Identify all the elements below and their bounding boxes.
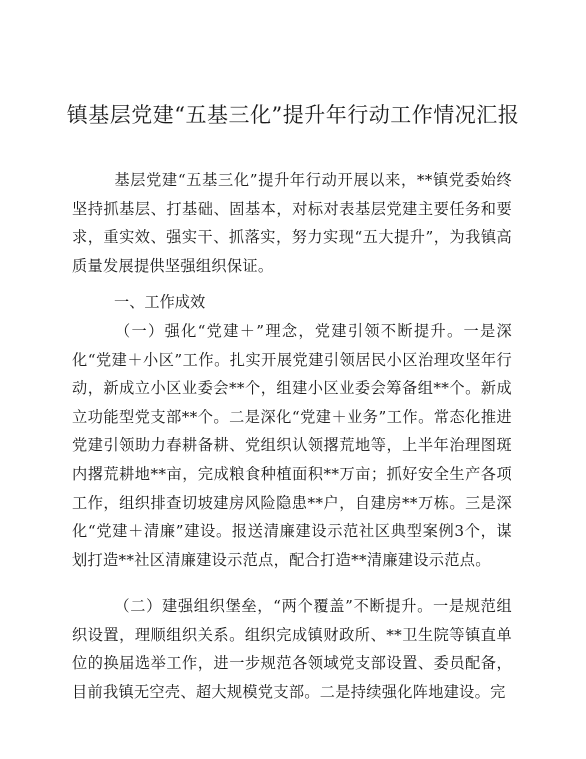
document-title: 镇基层党建“五基三化”提升年行动工作情况汇报 (66, 103, 520, 127)
body-paragraph-2 (72, 592, 512, 706)
intro-text: 基层党建“五基三化”提升年行动开展以来，**镇党委始终坚持抓基层、打基础、固基本，对标对表基层党建主要任务和要求，重实效、强实干、抓落实，努力实现“五大提升”，为我镇高质量发展提供坚强组织保证。 (72, 171, 512, 275)
body-text-2: （二）建强组织堡垒，“两个覆盖”不断提升。一是规范组织设置，理顺组织关系。组织完成镇财政所、**卫生院等镇直单位的换届选举工作，进一步规范各领域党支部设置、委员配备，目前我镇无空壳、超大规模党支部。二是持续强化阵地建设。完 (72, 597, 512, 701)
intro-paragraph (72, 166, 512, 280)
body-paragraph-1 (72, 317, 512, 574)
body-text-1: （一）强化“党建＋”理念，党建引领不断提升。一是深化“党建＋小区”工作。扎实开展党建引领居民小区治理攻坚年行动，新成立小区业委会**个，组建小区业委会筹备组**个。新成立功能型党支部**个。二是深化“党建＋业务”工作。常态化推进党建引领助力春耕备耕、党组织认领撂荒地等，上半年治理图斑内撂荒耕地**亩，完成粮食种植面积**万亩；抓好安全生产各项工作，组织排查切坡建房风险隐患**户，自建房**万栋。三是深化“党建＋清廉”建设。报送清廉建设示范社区典型案例3个，谋划打造**社区清廉建设示范点，配合打造**清廉建设示范点。 (72, 322, 512, 569)
section-heading: 一、工作成效 (114, 293, 206, 311)
